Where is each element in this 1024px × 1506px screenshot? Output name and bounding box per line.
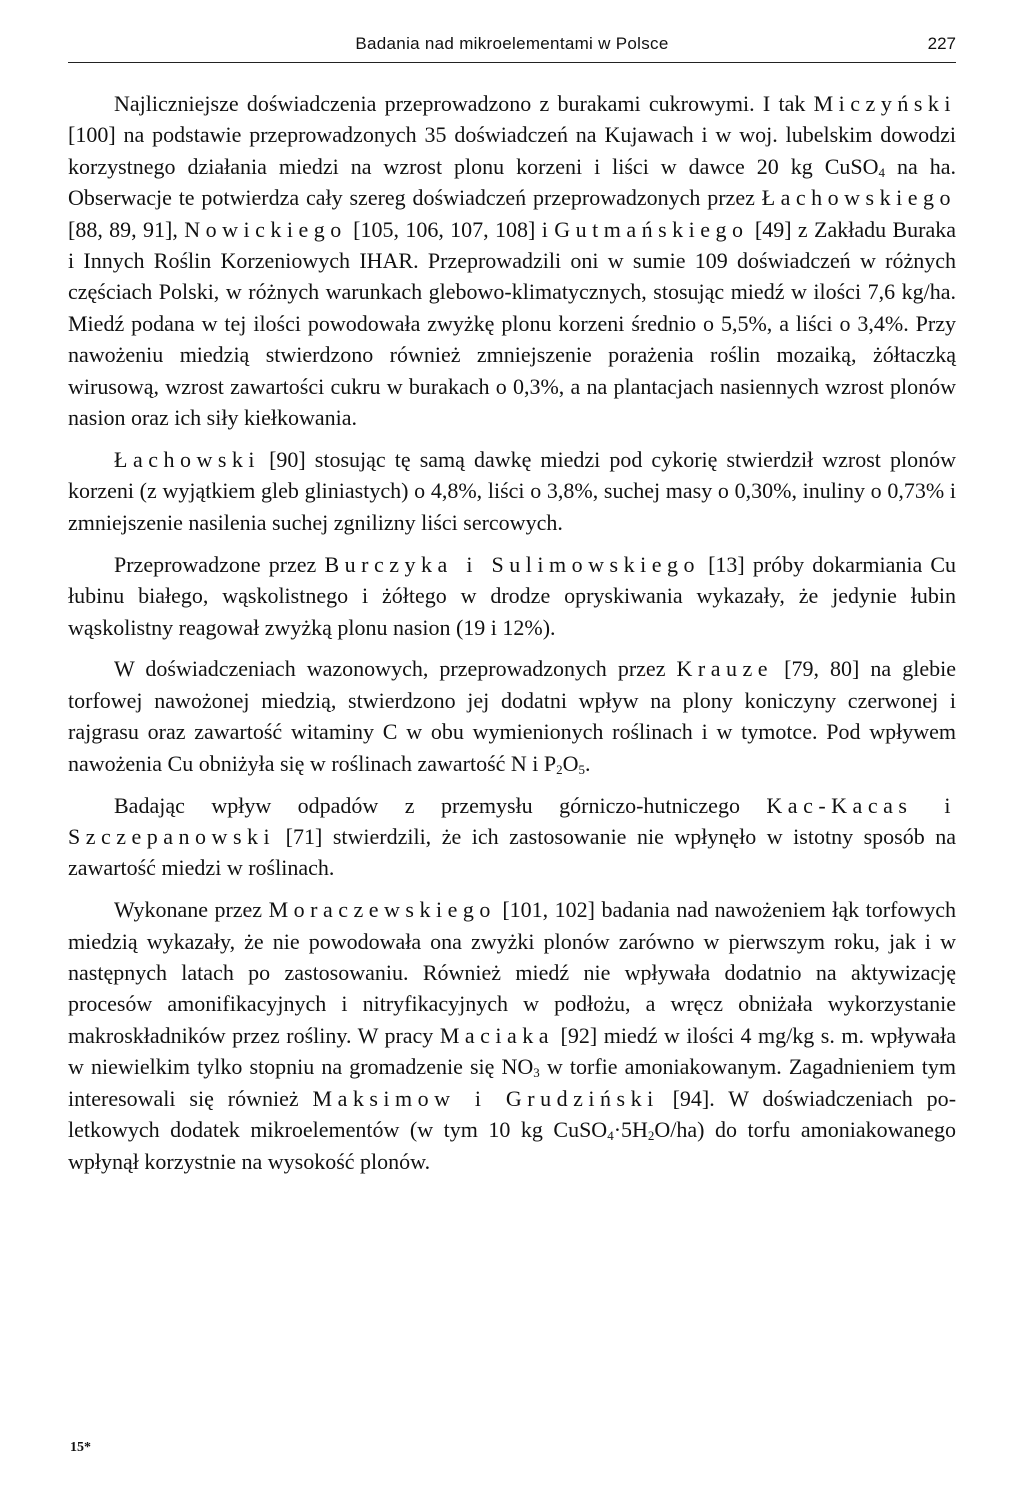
- text-run: [71] stwierdzili, że ich zastosowanie nie wpłynęło w istotny sposób na zawartość miedzi w roślinach.: [68, 823, 956, 881]
- author-name: Miczyński: [813, 91, 956, 116]
- text-run: [92] miedź w ilości 4 mg/kg s. m. wpływała w niewielkim tylko stopniu na gromadzenie się NO: [68, 1022, 956, 1080]
- text-run: .: [585, 750, 591, 776]
- body-text: [68, 88, 956, 1187]
- author-name: Moraczewskiego: [268, 897, 496, 923]
- running-head: [68, 30, 956, 63]
- author-name: Nowickiego: [184, 216, 347, 242]
- paragraph: [68, 894, 956, 1177]
- text-run: [88, 89, 91],: [68, 216, 185, 242]
- text-run: O: [562, 750, 579, 776]
- paragraph: [68, 790, 956, 884]
- author-name: Gutmańskiego: [554, 216, 749, 242]
- subscript: 5: [578, 761, 586, 777]
- subscript: 4: [878, 164, 886, 180]
- subscript: 2: [556, 761, 563, 777]
- text-run: [49] z Zakładu Buraka i Innych Roślin Korzeniowych IHAR. Przeprowadzili oni w sumie 109 doświadczeń w różnych częściach Polski, w różnych warunkach glebowo-klimatycznych, stosując miedź w ilości 7,6 kg/ha. Miedź podana w tej ilości powodowała zwyżkę plonu korzeni średnio o 5,5%, a liści o 3,4%. Przy nawożeniu miedzią stwierdzono również zmniejszenie porażenia roślin mozaiką, żółtaczką wirusową, wzrost zawartości cukru w burakach o 0,3%, a na plantacjach nasiennych wzrost plonów nasion oraz ich siły kiełkowania.: [68, 216, 957, 431]
- running-title: Badania nad mikroelementami w Polsce: [355, 34, 669, 53]
- text-run: [79, 80] na glebie torfowej nawożonej miedzią, stwierdzono jej dodatni wpływ na plony koniczyny czerwonej i rajgrasu oraz zawartość witaminy C w obu wymienionych roślinach i w tymotce. Pod wpływem nawożenia Cu obniżyła się w roślinach zawartość N i P: [68, 656, 956, 776]
- author-name: Maksimow i Grudziński: [312, 1085, 659, 1111]
- subscript: 2: [647, 1128, 655, 1144]
- text-run: [90] stosując tę samą dawkę miedzi pod cykorię stwierdził wzrost plonów korzeni (z wyjątkiem gleb gliniastych) o 4,8%, liści o 3,8%, suchej masy o 0,30%, inuliny o 0,73% i zmniejszenie nasilenia suchej zgnilizny liści sercowych.: [68, 446, 956, 535]
- paragraph: [68, 549, 956, 643]
- text-run: Przeprowadzone przez: [114, 551, 325, 577]
- text-run: ·5H: [613, 1117, 648, 1143]
- text-run: [105, 106, 107, 108] i: [346, 216, 555, 242]
- text-run: O/ha) do torfu amoniakowanego wpłynął korzystnie na wysokość plonów.: [68, 1117, 956, 1174]
- paragraph: [68, 653, 956, 779]
- text-run: [94]. W doświadczeniach poletkowych dodatek mikroelementów (w tym 10 kg CuSO: [68, 1085, 957, 1143]
- author-name: Burczyka i Sulimowskiego: [324, 551, 700, 577]
- text-run: [13] próby dokarmiania Cu łubinu białego, wąskolistnego i żółtego w drodze opryskiwania wykazały, że jedynie łubin wąskolistny reagował zwyżką plonu nasion (19 i 12%).: [68, 551, 957, 640]
- text-run: Badając wpływ odpadów z przemysłu górniczo-hutniczego: [114, 792, 767, 818]
- author-name: Łachowski: [114, 446, 261, 472]
- text-run: w torfie amoniakowanym. Zagadnieniem tym interesowali się również: [68, 1054, 956, 1111]
- paragraph: [68, 444, 956, 538]
- page-number: 227: [927, 34, 956, 53]
- author-name: Maciaka: [439, 1022, 555, 1048]
- text-run: Najliczniejsze doświadczenia przeprowadzono z burakami cukrowymi. I tak: [114, 91, 814, 116]
- text-run: [100] na podstawie przeprowadzonych 35 doświadczeń na Kujawach i w woj. lubelskim dowodzi korzystnego działania miedzi na wzrost plonu korzeni i liści w dawce 20 kg CuSO: [68, 122, 956, 179]
- author-name: Kac-Kacas i Szczepanowski: [68, 792, 956, 849]
- text-run: W doświadczeniach wazonowych, przeprowadzonych przez: [114, 656, 677, 682]
- author-name: Krauze: [676, 656, 774, 682]
- subscript: 3: [533, 1065, 540, 1081]
- subscript: 4: [607, 1128, 614, 1144]
- text-run: Wykonane przez: [114, 897, 269, 923]
- sheet-signature: 15*: [70, 1440, 91, 1455]
- text-run: na ha. Obserwacje te potwierdza cały szereg doświadczeń przeprowadzonych przez: [68, 153, 956, 211]
- paragraph: [68, 88, 956, 433]
- author-name: Łachowskiego: [761, 185, 956, 211]
- text-run: [101, 102] badania nad nawożeniem łąk torfowych miedzią wykazały, że nie powodowała ona zwyżki plonów zarówno w pierwszym roku, jak i w następnych latach po zastosowaniu. Również miedź nie wpływała dodatnio na aktywizację procesów amonifikacyjnych i nitryfikacyjnych w podłożu, a wręcz obniżała wykorzystanie makroskładników przez rośliny. W pracy: [68, 897, 956, 1048]
